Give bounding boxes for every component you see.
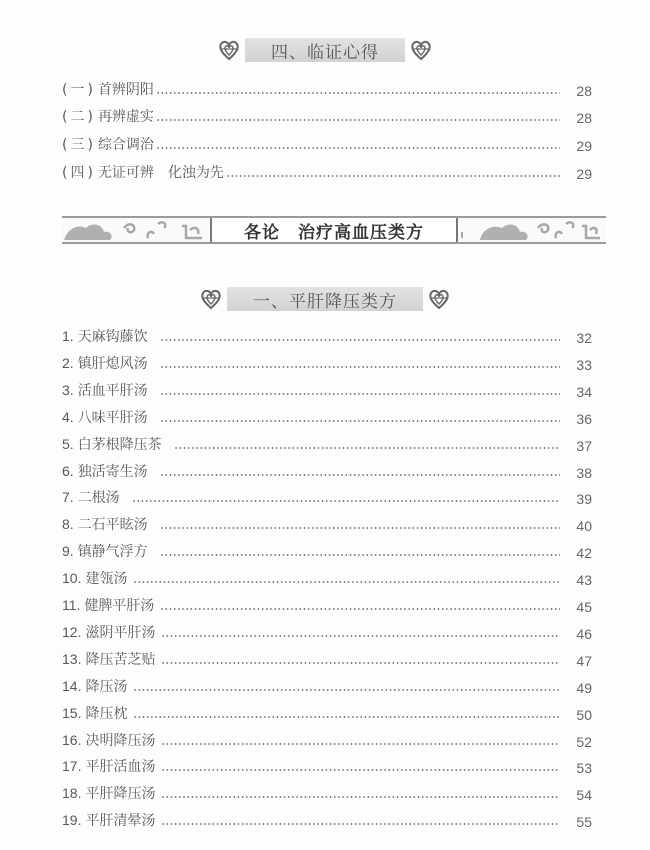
entry-title: 健脾平肝汤 [84,598,155,614]
entry-number: 13. [62,650,82,667]
toc-entry[interactable] [62,622,592,642]
section-heading-bar [227,287,423,311]
entry-title: 镇肝熄风汤 [77,355,148,372]
dot-leader [133,689,560,691]
entry-page: 40 [576,518,592,535]
entry-title: 综合调治 [97,137,154,153]
entry-number: (二) [62,109,96,125]
entry-page: 36 [576,410,592,427]
entry-number: 6. [62,462,74,479]
entry-title: 二石平眩汤 [77,517,148,534]
dot-leader [160,527,560,529]
entry-title: 首辨阴阳 [97,82,154,98]
dot-leader [160,393,560,395]
toc-entry[interactable] [62,568,592,588]
dot-leader [161,635,560,637]
entry-page: 45 [576,599,592,615]
entry-page: 55 [576,814,592,831]
entry-number: 5. [62,435,74,452]
entry-title: 降压汤 [85,678,128,695]
entry-page: 49 [576,679,592,696]
entry-page: 38 [576,464,592,481]
dot-leader [161,796,560,798]
entry-title: 滋阴平肝汤 [85,624,156,641]
dot-leader [160,474,560,476]
entry-page: 29 [576,166,592,182]
heart-ornament-icon [199,287,223,311]
toc-entry[interactable] [62,703,592,723]
entry-page: 28 [576,83,592,99]
entry-title: 建瓴汤 [85,571,128,588]
dot-leader [160,339,560,341]
entry-title: 降压枕 [85,705,128,722]
entry-number: 16. [62,731,82,748]
entry-title: 活血平肝汤 [77,382,148,399]
banner-title-box [210,218,458,242]
dot-leader [156,92,560,94]
cloud-scroll-icon [62,218,210,242]
entry-number: 11. [62,597,81,613]
entry-title: 平肝清晕汤 [85,813,156,830]
section-heading-title: 四、临证心得 [271,42,379,63]
dot-leader [160,554,560,556]
entry-page: 33 [576,356,592,373]
toc-entry[interactable] [62,326,592,346]
entry-title: 降压苦芝贴 [85,651,156,668]
entry-number: 1. [62,328,74,344]
dot-leader [132,500,560,502]
entry-number: 15. [62,704,82,721]
entry-title: 独活寄生汤 [77,463,148,480]
dot-leader [161,769,560,771]
part-banner [62,216,606,244]
dot-leader [133,581,560,583]
entry-page: 37 [576,437,592,454]
toc-entry[interactable] [62,730,592,750]
entry-title: 平肝降压汤 [85,786,156,803]
cloud-ornament-left [62,218,210,242]
dot-leader [160,366,560,368]
entry-page: 29 [576,138,592,154]
entry-number: 12. [62,623,82,640]
toc-entry[interactable] [62,380,592,400]
entry-number: 7. [62,489,74,506]
entry-page: 50 [576,706,592,723]
toc-entry[interactable] [62,595,592,615]
toc-entry[interactable] [62,407,592,427]
entry-number: (四) [62,165,96,181]
section-heading-title: 一、平肝降压类方 [253,291,397,312]
toc-entry[interactable] [62,783,592,803]
banner-title: 治疗高血压类方 [298,222,424,243]
dot-leader [161,823,560,825]
toc-entry[interactable] [62,79,592,99]
entry-title: 八味平肝汤 [77,409,148,426]
dot-leader [133,716,560,718]
entry-title: 决明降压汤 [85,732,156,749]
toc-entry[interactable] [62,134,592,154]
heart-ornament-icon [409,38,433,62]
entry-number: 8. [62,516,74,533]
entry-number: 9. [62,543,74,560]
toc-entry[interactable] [62,162,592,182]
entry-number: 4. [62,408,74,425]
entry-number: 10. [62,570,82,587]
cloud-scroll-icon [458,218,606,242]
toc-entry[interactable] [62,541,592,561]
toc-entry[interactable] [62,514,592,534]
entry-number: 19. [62,812,82,829]
entry-page: 52 [576,733,592,750]
dot-leader [156,147,560,149]
dot-leader [161,743,560,745]
entry-title: 镇静气浮方 [77,544,148,561]
entry-title: 平肝活血汤 [85,759,156,776]
dot-leader [226,175,560,177]
entry-number: 2. [62,354,74,371]
dot-leader [160,420,560,422]
section-heading-4 [0,38,650,62]
dot-leader [156,119,560,121]
toc-entry[interactable] [62,756,592,776]
entry-title: 无证可辨 化浊为先 [97,165,224,181]
entry-title: 再辨虚实 [97,109,154,125]
section-heading-bar [245,38,405,62]
entry-page: 42 [576,545,592,562]
entry-page: 53 [576,760,592,777]
toc-entry[interactable] [62,434,592,454]
entry-page: 43 [576,572,592,589]
entry-page: 39 [576,491,592,508]
heart-ornament-icon [217,38,241,62]
entry-page: 54 [576,787,592,804]
entry-number: (一) [62,82,96,98]
entry-number: (三) [62,137,96,153]
entry-page: 32 [576,330,592,346]
entry-title: 白茅根降压茶 [77,436,162,453]
section-heading-1 [0,287,650,311]
dot-leader [160,608,560,610]
entry-title: 二根汤 [77,490,120,507]
entry-number: 14. [62,677,82,694]
entry-page: 47 [576,652,592,669]
entry-page: 46 [576,625,592,642]
toc-entry[interactable] [62,353,592,373]
entry-number: 18. [62,785,82,802]
toc-entry[interactable] [62,487,592,507]
dot-leader [161,662,560,664]
entry-number: 17. [62,758,82,775]
toc-entry[interactable] [62,676,592,696]
entry-title: 天麻钩藤饮 [77,329,148,345]
dot-leader [174,447,560,449]
entry-number: 3. [62,381,74,398]
toc-entry[interactable] [62,649,592,669]
toc-entry[interactable] [62,461,592,481]
heart-ornament-icon [427,287,451,311]
entry-page: 28 [576,110,592,126]
toc-entry[interactable] [62,106,592,126]
banner-part-label: 各论 [244,222,280,243]
entry-page: 34 [576,383,592,400]
cloud-ornament-right [458,218,606,242]
toc-entry[interactable] [62,810,592,830]
